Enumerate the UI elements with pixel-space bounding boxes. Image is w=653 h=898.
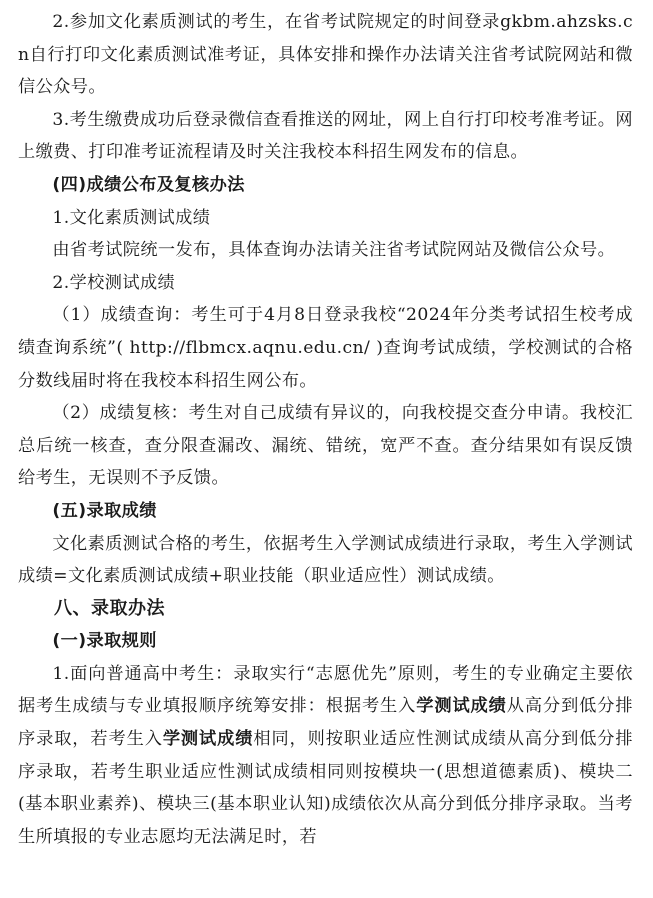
rules-text-part2: 从高分到低分排序录取，若考生入 (18, 696, 633, 750)
paragraph-admission-score-formula: 文化素质测试合格的考生，依据考生入学测试成绩进行录取，考生入学测试成绩=文化素质测试成绩+职业技能（职业适应性）测试成绩。 (18, 533, 633, 587)
rules-bold-entrance-score-2: 学测试成绩 (162, 729, 254, 750)
rules-bold-entrance-score-1: 学测试成绩 (416, 696, 507, 717)
heading-admission-method: 八、录取办法 (54, 597, 165, 619)
paragraph-culture-score-title: 1.文化素质测试成绩 (52, 207, 211, 228)
heading-admission-score: (五)录取成绩 (52, 500, 157, 521)
heading-score-release: (四)成绩公布及复核办法 (52, 174, 245, 195)
paragraph-school-score-title: 2.学校测试成绩 (52, 272, 176, 293)
rules-text-part3: 相同，则按职业适应性测试成绩从高分到低分排序录取，若考生职业适应性测试成绩相同则按模块一(思想道德素质)、模块二(基本职业素养)、模块三(基本职业认知)成绩依次从高分到低分排序录取。当考生所填报的专业志愿均无法满足时，若 (18, 729, 633, 847)
paragraph-exam-admission-ticket: 2.参加文化素质测试的考生，在省考试院规定的时间登录gkbm.ahzsks.cn自行打印文化素质测试准考证，具体安排和操作办法请关注省考试院网站和微信公众号。 (18, 12, 633, 98)
heading-admission-rules: (一)录取规则 (52, 631, 157, 652)
paragraph-score-query: （1）成绩查询：考生可于4月8日登录我校“2024年分类考试招生校考成绩查询系统”( http://flbmcx.aqnu.edu.cn/ )查询考试成绩，学校测试的合格分数线届时将在我校本科招生网公布。 (18, 305, 633, 391)
paragraph-school-exam-ticket: 3.考生缴费成功后登录微信查看推送的网址，网上自行打印校考准考证。网上缴费、打印准考证流程请及时关注我校本科招生网发布的信息。 (18, 109, 633, 163)
paragraph-culture-score-release: 由省考试院统一发布，具体查询办法请关注省考试院网站及微信公众号。 (52, 240, 616, 261)
paragraph-admission-rules-detail (18, 658, 633, 854)
rules-text-part1: 1.面向普通高中考生：录取实行“志愿优先”原则，考生的专业确定主要依据考生成绩与专业填报顺序统筹安排：根据考生入 (18, 663, 633, 717)
paragraph-score-review: （2）成绩复核：考生对自己成绩有异议的，向我校提交查分申请。我校汇总后统一核查，查分限查漏改、漏统、错统，宽严不查。查分结果如有误反馈给考生，无误则不予反馈。 (18, 403, 633, 489)
